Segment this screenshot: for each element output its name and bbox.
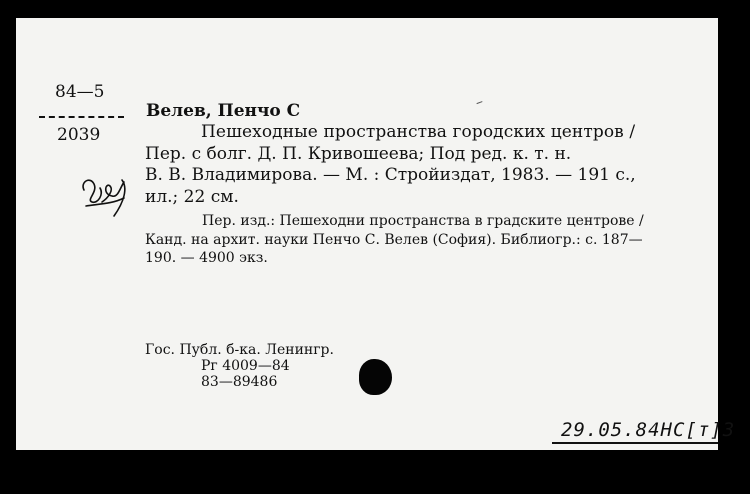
ink-blot: [359, 359, 392, 395]
title-line: Пешеходные пространства городских центров /: [201, 122, 636, 142]
title-line: ил.; 22 см.: [145, 187, 239, 207]
registry-number: 83—89486: [201, 374, 278, 390]
registry-number: Рг 4009—84: [201, 358, 290, 374]
divider-rule: [39, 116, 124, 118]
stamp-underline: [552, 442, 718, 444]
classification-code: 84—5: [55, 82, 105, 102]
catalog-card: [16, 18, 736, 450]
card-number: 2039: [57, 125, 101, 145]
handwritten-stamp: 29.05.84НС[т]3: [561, 419, 736, 441]
title-line: В. В. Владимирова. — М. : Стройиздат, 1983. — 191 с.,: [145, 165, 636, 185]
note-line: Канд. на архит. науки Пенчо С. Велев (София). Библиогр.: с. 187—: [145, 232, 643, 248]
library-name: Гос. Публ. б-ка. Ленингр.: [145, 342, 334, 358]
note-line: Пер. изд.: Пешеходни пространства в градските центрове /: [202, 213, 644, 229]
handwritten-scribble: [78, 168, 140, 220]
note-line: 190. — 4900 экз.: [145, 250, 268, 266]
title-line: Пер. с болг. Д. П. Кривошеева; Под ред. к. т. н.: [145, 144, 572, 164]
stray-mark: [476, 101, 483, 107]
author-heading: Велев, Пенчо С: [146, 101, 301, 121]
